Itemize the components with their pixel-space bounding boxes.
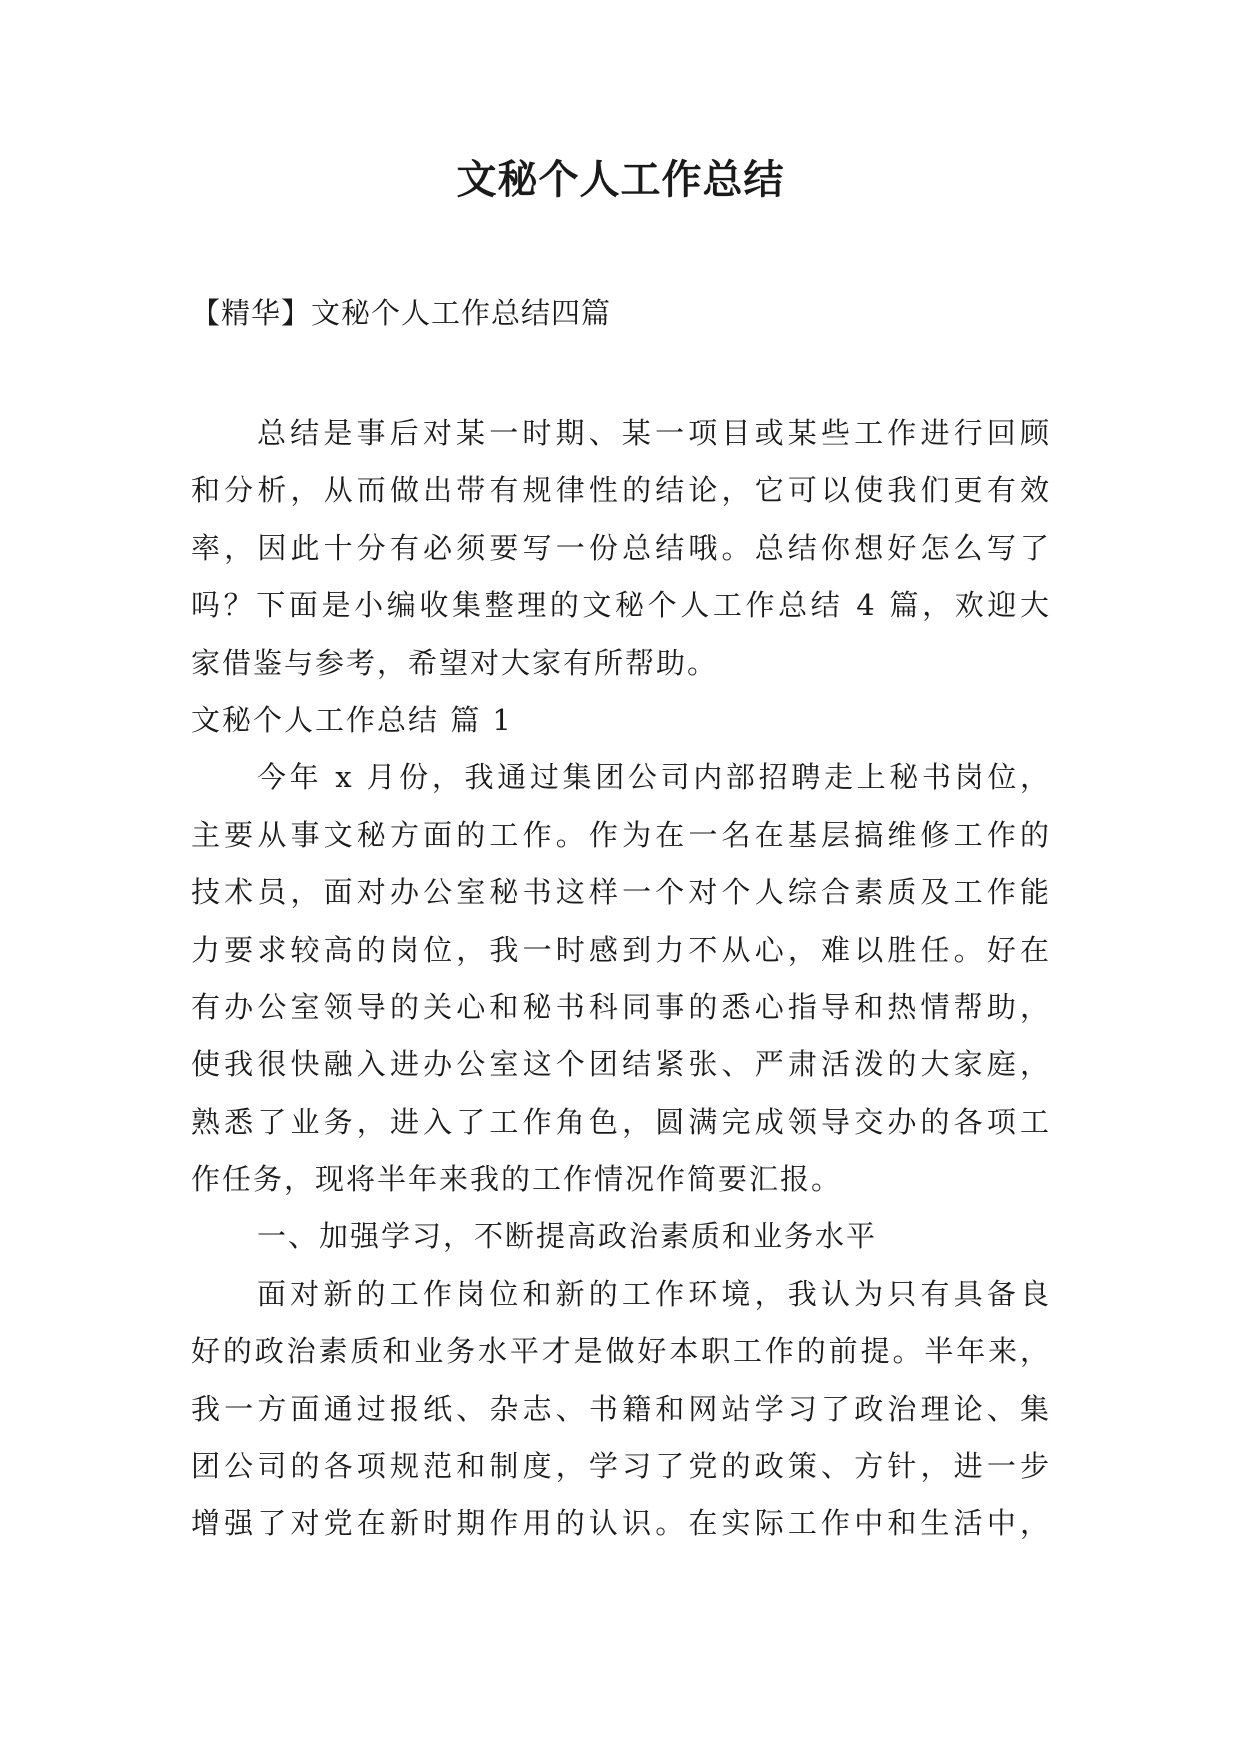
document-body [191, 405, 1051, 1553]
body-line: 主要从事文秘方面的工作。作为在一名在基层搞维修工作的 [191, 817, 1051, 852]
body-line: 增强了对党在新时期作用的认识。在实际工作中和生活中， [191, 1506, 1051, 1541]
body-line: 和分析，从而做出带有规律性的结论，它可以使我们更有效 [191, 473, 1051, 508]
body-line: 一、加强学习，不断提高政治素质和业务水平 [257, 1219, 878, 1254]
body-line: 力要求较高的岗位，我一时感到力不从心，难以胜任。好在 [191, 932, 1051, 967]
body-line: 使我很快融入进办公室这个团结紧张、严肃活泼的大家庭， [191, 1047, 1051, 1082]
document-subtitle: 【精华】文秘个人工作总结四篇 [191, 296, 612, 330]
body-line: 今年 x 月份，我通过集团公司内部招聘走上秘书岗位， [257, 760, 1051, 795]
body-line: 总结是事后对某一时期、某一项目或某些工作进行回顾 [257, 416, 1051, 450]
document-title: 文秘个人工作总结 [456, 156, 785, 203]
body-line: 团公司的各项规范和制度，学习了党的政策、方针，进一步 [191, 1449, 1051, 1484]
body-line: 好的政治素质和业务水平才是做好本职工作的前提。半年来， [191, 1334, 1051, 1369]
body-line: 家借鉴与参考，希望对大家有所帮助。 [191, 645, 719, 680]
body-line: 作任务，现将半年来我的工作情况作简要汇报。 [191, 1162, 843, 1197]
body-line: 技术员，面对办公室秘书这样一个对个人综合素质及工作能 [191, 875, 1051, 910]
body-line: 有办公室领导的关心和秘书科同事的悉心指导和热情帮助， [191, 989, 1051, 1024]
body-line: 文秘个人工作总结 篇 1 [191, 702, 513, 737]
body-line: 吗？下面是小编收集整理的文秘个人工作总结 4 篇，欢迎大 [191, 588, 1051, 623]
body-line: 我一方面通过报纸、杂志、书籍和网站学习了政治理论、集 [191, 1391, 1051, 1426]
body-line: 熟悉了业务，进入了工作角色，圆满完成领导交办的各项工 [191, 1104, 1051, 1139]
body-line: 面对新的工作岗位和新的工作环境，我认为只有具备良 [257, 1276, 1051, 1311]
body-line: 率，因此十分有必须要写一份总结哦。总结你想好怎么写了 [191, 530, 1051, 565]
